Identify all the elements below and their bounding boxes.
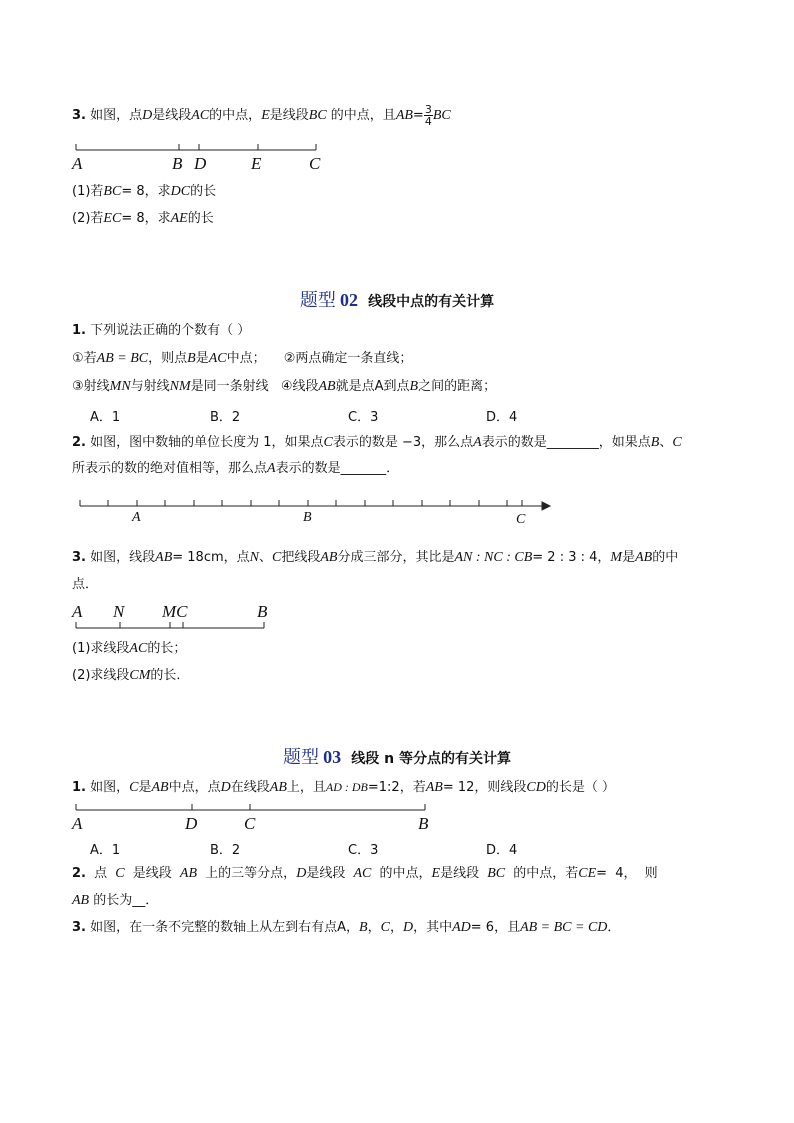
s2-q1-statements-2: ③射线MN与射线NM是同一条射线 ④线段AB就是点A到点B之间的距离； xyxy=(72,379,497,394)
s2-q1-statements-1: ①若AB = BC，则点B是AC中点； ②两点确定一条直线； xyxy=(72,351,413,366)
s2-q2-line1: 2. 如图，图中数轴的单位长度为 1，如果点C表示的数是 −3，那么点A表示的数是________，如果点B、C xyxy=(72,435,682,450)
point-label: D xyxy=(194,154,207,173)
point-label: N xyxy=(113,602,125,621)
number-line-label: C xyxy=(516,512,526,527)
segment-diagram-2 xyxy=(76,622,264,628)
section-heading-02: 题型 02 线段中点的有关计算 xyxy=(299,290,495,311)
s3-q1-line: 1. 如图，C是AB中点，点D在线段AB上，且AD : DB=1:2，若AB= 12，则线段CD的长是（ ） xyxy=(72,780,615,795)
s2-q3-sub1: (1)求线段AC的长； xyxy=(72,641,187,656)
question-number: 3. xyxy=(72,108,86,123)
s2-q1-stem: 1. 下列说法正确的个数有（ ） xyxy=(72,323,251,338)
s3-q1-option-b[interactable]: B．2 xyxy=(210,843,241,858)
s3-q1-option-a[interactable]: A．1 xyxy=(90,843,121,858)
s3-q2-line1: 2. 点 C 是线段 AB 上的三等分点，D是线段 AC 的中点，E是线段 BC 的中点，若CE= 4， 则 xyxy=(72,866,658,881)
s3-q1-option-d[interactable]: D．4 xyxy=(486,843,518,858)
s2-q3-sub2: (2)求线段CM的长． xyxy=(72,668,190,683)
point-label: D xyxy=(185,814,198,833)
s2-q1-option-a[interactable]: A．1 xyxy=(90,410,121,425)
number-line-label: B xyxy=(303,510,312,525)
section-heading-03: 题型 03 线段 n 等分点的有关计算 xyxy=(283,747,511,768)
point-label: B xyxy=(418,814,429,833)
s1-q3-line: 3. 如图，点D是线段AC的中点，E是线段BC 的中点，且AB= $\frac{3}{4}$ BC xyxy=(72,103,451,128)
fraction: $\frac{3}{4}$ xyxy=(424,103,432,128)
number-line-label: A xyxy=(132,510,141,525)
s2-q3-line2: 点． xyxy=(72,577,99,592)
s1-q3-sub2: (2)若EC= 8，求AE的长 xyxy=(72,211,214,226)
segment-diagram-3 xyxy=(76,804,425,810)
s3-q2-line2: AB 的长为__． xyxy=(72,893,159,908)
point-label: E xyxy=(251,154,262,173)
point-label: C xyxy=(309,154,321,173)
point-label: A xyxy=(72,602,83,621)
point-label: B xyxy=(257,602,268,621)
s2-q1-option-c[interactable]: C．3 xyxy=(348,410,379,425)
s2-q1-option-b[interactable]: B．2 xyxy=(210,410,241,425)
point-label: B xyxy=(172,154,183,173)
s2-q2-line2: 所表示的数的绝对值相等，那么点A表示的数是_______． xyxy=(72,461,400,476)
segment-diagram-1 xyxy=(76,144,316,150)
number-line xyxy=(80,500,550,510)
point-label: A xyxy=(72,814,83,833)
s2-q1-option-d[interactable]: D．4 xyxy=(486,410,518,425)
s2-q3-line1: 3. 如图，线段AB= 18cm，点N、C把线段AB分成三部分，其比是AN : NC : CB= 2 : 3 : 4，M是AB的中 xyxy=(72,550,679,565)
point-label: MC xyxy=(162,602,188,621)
point-label: A xyxy=(72,154,83,173)
s1-q3-sub1: (1)若BC= 8，求DC的长 xyxy=(72,184,217,199)
s3-q1-option-c[interactable]: C．3 xyxy=(348,843,379,858)
s3-q3-line: 3. 如图，在一条不完整的数轴上从左到右有点A，B，C，D，其中AD= 6，且AB = BC = CD． xyxy=(72,920,621,935)
point-label: C xyxy=(244,814,256,833)
